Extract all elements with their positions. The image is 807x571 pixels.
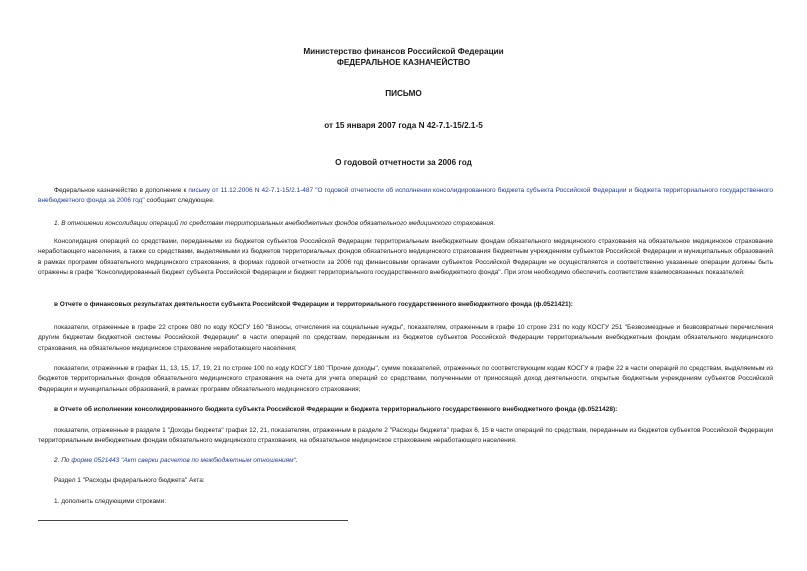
section-2-text-before: 2. По (54, 457, 72, 464)
document-type: ПИСЬМО (385, 89, 422, 98)
document-date-number: от 15 января 2007 года N 42-7.1-15/2.1-5 (324, 121, 483, 130)
form-0521443-link[interactable]: форме 0521443 "Акт сверки расчетов по межбюджетным отношениям" (71, 457, 296, 464)
document-subject: О годовой отчетности за 2006 год (335, 158, 472, 167)
ministry-name: Министерство финансов Российской Федерации (303, 47, 504, 56)
consolidation-paragraph: Консолидация операций со средствами, переданными из бюджетов субъектов Российской Федерации территориальным внебюджетным фондам обязательного медицинского страхования на обязательное медицинское страхование неработающего населения, а также со средствами, выделяемыми из бюджетов территориальных фондов обязательного медицинского страхования бюджетным учреждениям субъектов Российской Федерации и муниципальных образований в рамках программ обязательного медицинского страхования, в формах годовой отчетности за 2006 год финансовыми органами субъектов Российской Федерации не осуществляется и соответственно указанные операции должны быть отражены в графе "Консолидированный бюджет субъекта Российской Федерации и бюджет территориального государственного внебюджетного фонда". При этом необходимо обеспечить соответствие взаимосвязанных показателей: (38, 238, 773, 277)
expenses-section-paragraph: Раздел 1 "Расходы федерального бюджета" Акта: (54, 477, 205, 484)
report-0521428-heading: в Отчете об исполнении консолидированного бюджета субъекта Российской Федерации и бюджета территориального государственного внебюджетного фонда (ф.0521428): (54, 406, 618, 413)
indicators-paragraph-1: показатели, отраженные в графе 22 строке 080 по коду КОСГУ 160 "Взносы, отчисления на социальные нужды", показателям, отраженным в графе 10 строке 231 по коду КОСГУ 251 "Безвозмездные и безвозвратные перечисления другим бюджетам бюджетной системы Российской Федерации" в части операций по средствам, переданным из бюджетов субъектов Российской Федерации территориальным внебюджетным фондам обязательного медицинского страхования, на обязательное медицинское страхование неработающего населения; (38, 324, 773, 352)
intro-text-before: Федеральное казначейство в дополнение к (54, 187, 189, 194)
indicators-paragraph-2: показатели, отраженные в графах 11, 13, 15, 17, 19, 21 по строке 100 по коду КОСГУ 180 "Прочие доходы", сумме показателей, отраженных по соответствующим кодам КОСГУ в графе 22 в части операций по средствам, выделяемым из бюджетов территориальных фондов обязательного медицинского страхования на счета для учета операций со средствами, полученными от приносящей доход деятельности, открытые бюджетным учреждениям субъектов Российской Федерации и муниципальных образований, в рамках программ обязательного медицинского страхования; (38, 365, 773, 393)
section-2-title (38, 456, 773, 466)
intro-text-after: сообщает следующее. (144, 197, 215, 205)
intro-paragraph (38, 186, 773, 207)
section-1-title: 1. В отношении консолидации операций по средствам территориальных внебюджетных фондов обязательного медицинского страхования. (54, 220, 496, 227)
indicators-paragraph-3: показатели, отраженные в разделе 1 "Доходы бюджета" графах 12, 21, показателям, отраженным в разделе 2 "Расходы бюджета" графах 6, 15 в части операций по средствам, переданным из бюджетов субъектов Российской Федерации территориальным внебюджетным фондам обязательного медицинского страхования, на обязательное медицинское страхование неработающего населения. (38, 427, 773, 445)
footnote-divider (38, 520, 348, 521)
letter-reference-link[interactable]: письму от 11.12.2006 N 42-7.1-15/2.1-487 "О годовой отчетности об исполнении консолидированного бюджета субъекта Российской Федерации и бюджета территориального государственного внебюджетного фонда за 2006 год" (38, 187, 773, 205)
add-lines-paragraph: 1. дополнить следующими строками: (54, 498, 167, 505)
report-0521421-heading: в Отчете о финансовых результатах деятельности субъекта Российской Федерации и территориального государственного внебюджетного фонда (ф.0521421): (54, 301, 573, 308)
section-2-text-after: . (295, 457, 298, 464)
treasury-name: ФЕДЕРАЛЬНОЕ КАЗНАЧЕЙСТВО (336, 58, 471, 67)
